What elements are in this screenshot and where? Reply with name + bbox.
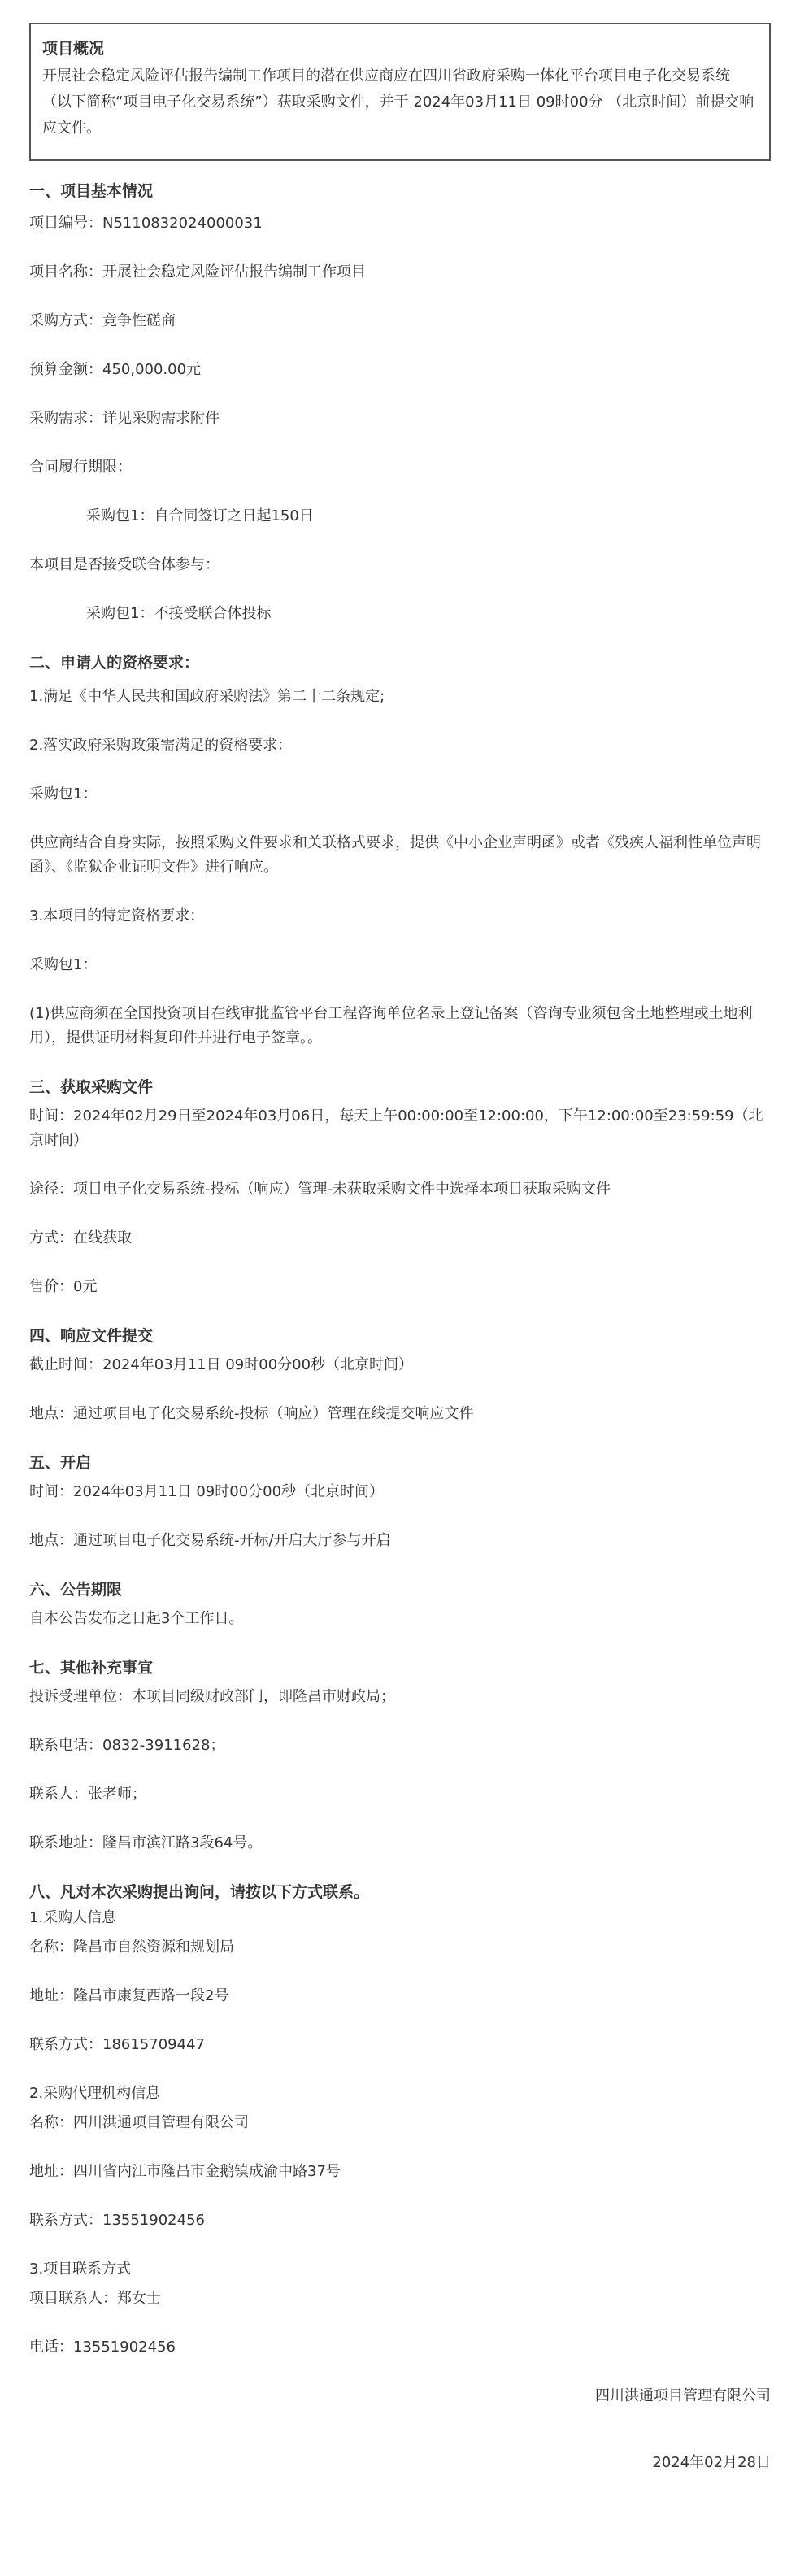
notice-period-text: 自本公告发布之日起3个工作日。 — [29, 1610, 244, 1627]
section-title: 四、响应文件提交 — [29, 1327, 154, 1345]
agency-address: 地址：四川省内江市隆昌市金鹅镇成渝中路37号 — [29, 2163, 341, 2180]
announcement — [29, 23, 771, 2475]
consortium-label: 本项目是否接受联合体参与： — [29, 556, 220, 573]
section-title: 一、项目基本情况 — [29, 182, 154, 200]
purchaser-title: 1.采购人信息 — [29, 1909, 117, 1926]
section-submission — [29, 1324, 771, 1426]
project-contact-phone: 电话：13551902456 — [29, 2339, 176, 2356]
footer-date: 2024年02月28日 — [652, 2454, 771, 2471]
footer-company: 四川洪通项目管理有限公司 — [595, 2387, 771, 2404]
complaint-contact: 联系人：张老师； — [29, 1786, 146, 1803]
requirement-2: 2.落实政府采购政策需满足的资格要求： — [29, 737, 293, 754]
contract-period-label: 合同履行期限： — [29, 459, 132, 476]
procurement-demand: 采购需求：详见采购需求附件 — [29, 410, 220, 427]
section-contacts — [29, 1880, 771, 2360]
project-number: 项目编号：N5110832024000031 — [29, 215, 263, 232]
project-name: 项目名称：开展社会稳定风险评估报告编制工作项目 — [29, 263, 366, 281]
section-qualifications — [29, 651, 771, 1051]
obtain-time: 时间：2024年02月29日至2024年03月06日，每天上午00:00:00至12:00:00，下午12:00:00至23:59:59（北京时间） — [29, 1107, 763, 1149]
project-contact-person: 项目联系人：郑女士 — [29, 2290, 161, 2307]
section-supplementary — [29, 1656, 771, 1856]
procurement-method: 采购方式：竞争性磋商 — [29, 312, 176, 329]
opening-time: 时间：2024年03月11日 09时00分00秒（北京时间） — [29, 1483, 385, 1500]
agency-title: 2.采购代理机构信息 — [29, 2085, 161, 2102]
section-notice-period — [29, 1577, 771, 1631]
section-title: 六、公告期限 — [29, 1581, 123, 1599]
requirement-3-text: (1)供应商须在全国投资项目在线审批监管平台工程咨询单位名录上登记备案（咨询专业须包含土地整理或土地利用），提供证明材料复印件并进行电子签章。。 — [29, 1005, 753, 1046]
overview-title: 项目概况 — [42, 40, 105, 58]
obtain-way: 方式：在线获取 — [29, 1229, 132, 1247]
complaint-phone: 联系电话：0832-3911628； — [29, 1737, 225, 1754]
requirement-2-text: 供应商结合自身实际，按照采购文件要求和关联格式要求，提供《中小企业声明函》或者《残疾人福利性单位声明函》、《监狱企业证明文件》进行响应。 — [29, 834, 761, 876]
opening-place: 地点：通过项目电子化交易系统-开标/开启大厅参与开启 — [29, 1532, 391, 1549]
budget-amount: 预算金额：450,000.00元 — [29, 361, 202, 378]
section-obtain-documents — [29, 1075, 771, 1299]
purchaser-address: 地址：隆昌市康复西路一段2号 — [29, 1987, 229, 2004]
overview-text: 开展社会稳定风险评估报告编制工作项目的潜在供应商应在四川省政府采购一体化平台项目电子化交易系统（以下简称“项目电子化交易系统”）获取采购文件，并于 2024年03月11日 09时00分 （北京时间）前提交响应文件。 — [42, 67, 754, 137]
section-basic-info — [29, 179, 771, 626]
project-contact-title: 3.项目联系方式 — [29, 2261, 132, 2278]
agency-name: 名称：四川洪通项目管理有限公司 — [29, 2114, 249, 2131]
obtain-price: 售价：0元 — [29, 1278, 98, 1295]
section-opening — [29, 1451, 771, 1553]
section-title: 二、申请人的资格要求： — [29, 654, 200, 672]
complaint-address: 联系地址：隆昌市滨江路3段64号。 — [29, 1834, 263, 1852]
agency-contact: 联系方式：13551902456 — [29, 2212, 205, 2229]
submission-deadline: 截止时间：2024年03月11日 09时00分00秒（北京时间） — [29, 1356, 414, 1373]
section-title: 五、开启 — [29, 1454, 92, 1472]
package-label: 采购包1： — [29, 956, 98, 973]
purchaser-contact: 联系方式：18615709447 — [29, 2036, 205, 2053]
obtain-path: 途径：项目电子化交易系统-投标（响应）管理-未获取采购文件中选择本项目获取采购文件 — [29, 1181, 611, 1198]
section-title: 八、凡对本次采购提出询问，请按以下方式联系。 — [29, 1883, 370, 1901]
complaint-unit: 投诉受理单位：本项目同级财政部门，即隆昌市财政局； — [29, 1688, 395, 1705]
section-title: 七、其他补充事宜 — [29, 1659, 154, 1677]
consortium-package: 采购包1：不接受联合体投标 — [86, 605, 272, 622]
contract-period-package: 采购包1：自合同签订之日起150日 — [86, 507, 314, 524]
submission-place: 地点：通过项目电子化交易系统-投标（响应）管理在线提交响应文件 — [29, 1405, 474, 1422]
overview-box — [29, 23, 771, 161]
package-label: 采购包1： — [29, 785, 98, 803]
requirement-1: 1.满足《中华人民共和国政府采购法》第二十二条规定; — [29, 688, 385, 705]
purchaser-name: 名称：隆昌市自然资源和规划局 — [29, 1939, 234, 1956]
requirement-3: 3.本项目的特定资格要求： — [29, 907, 205, 925]
section-title: 三、获取采购文件 — [29, 1078, 154, 1096]
